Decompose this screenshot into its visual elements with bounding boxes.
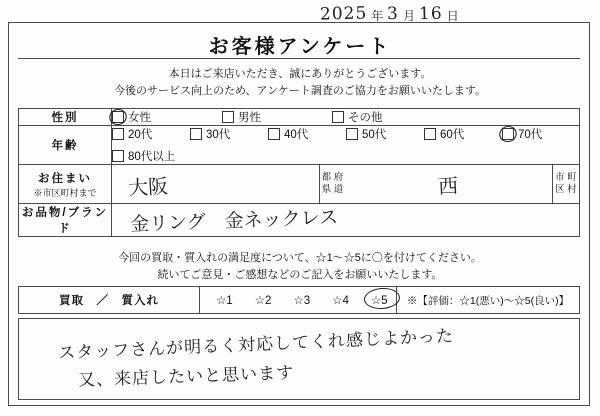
- gender-options: [112, 109, 580, 126]
- date-year-value: 2025: [319, 3, 368, 25]
- survey-table: [18, 108, 580, 237]
- page-title: お客様アンケート: [208, 36, 392, 58]
- address-input[interactable]: [112, 165, 580, 204]
- comment-handwritten-line-1: スタッフさんが明るく対応してくれ感じよかった: [57, 326, 455, 364]
- address-city-tag-line1: 市 町: [555, 172, 577, 183]
- rating-star-2[interactable]: ☆2: [254, 295, 272, 307]
- checkbox-icon[interactable]: [268, 128, 280, 140]
- checkbox-icon[interactable]: [424, 128, 436, 140]
- mid-instructions: [0, 250, 600, 284]
- rating-row: [19, 287, 580, 314]
- table-row-item: [19, 204, 580, 237]
- checkbox-icon[interactable]: [222, 111, 234, 123]
- intro-line-1: 本日はご来店いただき、誠にありがとうございます。: [168, 68, 432, 80]
- age-option-50s-label: 50代: [362, 129, 387, 141]
- checkbox-icon[interactable]: [112, 128, 124, 140]
- gender-option-other-label: その他: [348, 112, 383, 124]
- date-line: [320, 0, 590, 24]
- rating-star-5[interactable]: ☆5: [370, 295, 388, 307]
- mid-line-1: 今回の買取・質入れの満足度について、☆1～☆5に〇を付けてください。: [118, 252, 482, 264]
- age-option-30s[interactable]: [190, 126, 268, 142]
- checkbox-icon[interactable]: [112, 150, 124, 162]
- title-divider: [18, 58, 580, 59]
- date-year-label: 年: [371, 9, 384, 23]
- rating-star-4[interactable]: ☆4: [332, 295, 349, 307]
- address-pref-tag: [319, 165, 346, 203]
- gender-option-male[interactable]: [222, 109, 332, 125]
- address-city-field[interactable]: [346, 165, 553, 203]
- address-pref-handwritten: 大阪: [127, 173, 169, 201]
- gender-option-male-label: 男性: [238, 112, 261, 124]
- address-city-tag: [552, 165, 579, 203]
- row-label-age: 年齢: [19, 126, 112, 165]
- rating-star-3[interactable]: ☆3: [293, 295, 311, 307]
- age-option-70s[interactable]: [502, 126, 542, 142]
- gender-option-female-label: 女性: [128, 112, 151, 124]
- gender-option-other[interactable]: [332, 109, 383, 125]
- age-option-30s-label: 30代: [206, 129, 231, 141]
- comment-handwritten-line-2: 又、来店したいと思います: [77, 363, 295, 391]
- address-city-handwritten: 西: [436, 173, 459, 199]
- age-option-40s-label: 40代: [284, 129, 309, 141]
- mid-line-2: 続いてご意見・ご感想などのご記入をお願いいたします。: [157, 269, 443, 281]
- age-option-40s[interactable]: [268, 126, 346, 142]
- row-label-gender: 性別: [19, 109, 112, 126]
- table-row-gender: [19, 109, 580, 126]
- row-label-address-main: お住まい: [38, 172, 92, 185]
- intro-line-2: 今後のサービス向上のため、アンケート調査のご協力をお願いいたします。: [113, 85, 487, 97]
- age-option-60s[interactable]: [424, 126, 502, 142]
- intro-text: [0, 66, 600, 100]
- age-option-80s-plus-label: 80代以上: [128, 151, 176, 163]
- checkbox-icon[interactable]: [332, 111, 344, 123]
- address-pref-field[interactable]: [112, 165, 319, 203]
- rating-star-1[interactable]: ☆1: [216, 295, 233, 307]
- age-option-20s[interactable]: [112, 126, 190, 142]
- checkbox-icon[interactable]: [502, 128, 514, 140]
- address-pref-tag-line2: 県 道: [321, 184, 344, 195]
- age-option-70s-label: 70代: [518, 129, 543, 141]
- row-label-address: [19, 165, 112, 204]
- rating-table: [18, 286, 580, 314]
- age-option-80s-plus[interactable]: [112, 148, 175, 164]
- date-day-value: 16: [418, 3, 444, 25]
- checkbox-icon[interactable]: [346, 128, 358, 140]
- age-option-50s[interactable]: [346, 126, 424, 142]
- checkbox-icon[interactable]: [112, 111, 124, 123]
- date-month-label: 月: [403, 9, 416, 23]
- item-handwritten: 金リング 金ネックレス: [129, 206, 339, 236]
- address-pref-tag-line1: 都 府: [321, 172, 344, 183]
- rating-note: ※【評価：☆1(悪い)～☆5(良い)】: [397, 287, 580, 314]
- age-options: [112, 126, 580, 165]
- table-row-address: [19, 165, 580, 204]
- row-label-address-sub: ※市区町村まで: [33, 187, 97, 198]
- date-day-label: 日: [446, 9, 459, 23]
- table-row-age: [19, 126, 580, 165]
- date-month-value: 3: [387, 3, 400, 25]
- rating-label: 買取 ／ 質入れ: [19, 287, 200, 314]
- row-label-item: お品物/ブランド: [19, 204, 112, 237]
- item-input[interactable]: [112, 204, 580, 237]
- gender-option-female[interactable]: [112, 109, 222, 125]
- age-option-20s-label: 20代: [128, 129, 153, 141]
- age-option-60s-label: 60代: [440, 129, 465, 141]
- rating-stars: [200, 287, 397, 314]
- checkbox-icon[interactable]: [190, 128, 202, 140]
- address-city-tag-line2: 区 村: [555, 184, 577, 195]
